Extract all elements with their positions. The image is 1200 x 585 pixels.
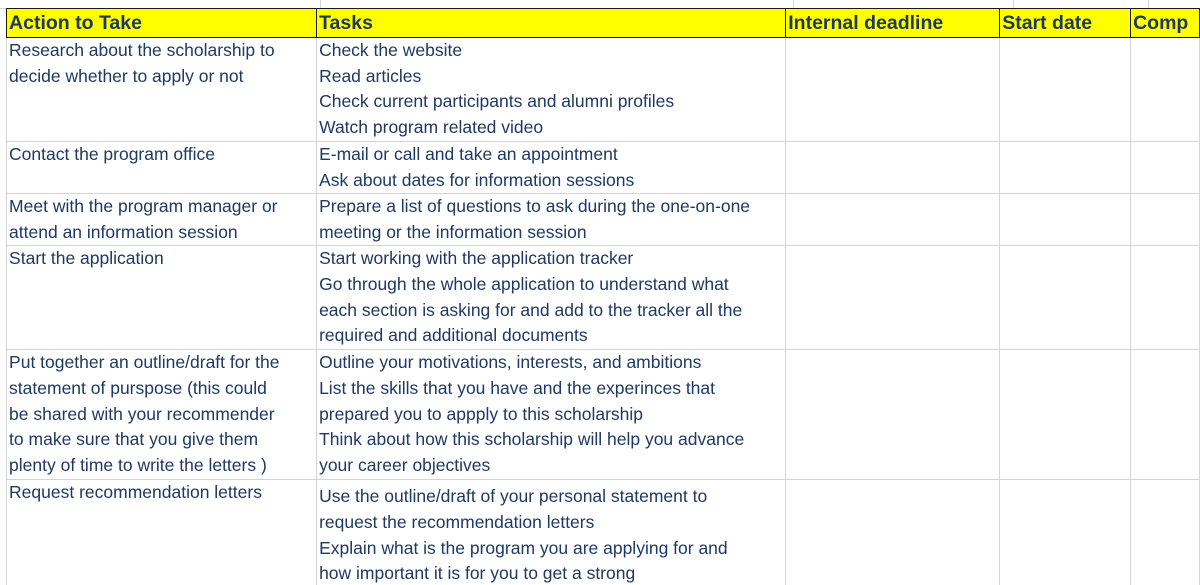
header-row <box>0 9 1200 38</box>
header-start-date[interactable]: Start date <box>1000 9 1131 38</box>
comp-cell[interactable] <box>1131 142 1200 194</box>
table-row <box>0 142 1200 194</box>
cell-line: Research about the scholarship to <box>9 40 275 60</box>
cell-line: Put together an outline/draft for the <box>9 352 280 373</box>
cell-line: Check current participants and alumni profiles <box>319 91 675 112</box>
header-comp[interactable]: Comp <box>1131 9 1200 38</box>
cell-line: Meet with the program manager or <box>9 196 278 217</box>
table-row <box>0 246 1200 350</box>
cell-line: plenty of time to write the letters ) <box>9 454 267 475</box>
action-cell[interactable] <box>7 194 317 246</box>
start-date-cell[interactable] <box>1000 350 1131 480</box>
cell-line: Explain what is the program you are applying for and <box>319 537 728 558</box>
cell-line: request the recommendation letters <box>319 511 595 532</box>
start-date-cell[interactable] <box>1000 246 1131 350</box>
cell-line: how important it is for you to get a strong <box>319 563 636 584</box>
cell-line: Start the application <box>9 248 164 269</box>
start-date-cell[interactable] <box>1000 480 1131 585</box>
cell-line: Think about how this scholarship will help you advance <box>319 429 745 450</box>
cell-line: statement of purspose (this could <box>9 377 267 398</box>
cell-line: Read articles <box>319 65 422 86</box>
table-row <box>0 480 1200 585</box>
internal-deadline-cell[interactable] <box>786 142 1000 194</box>
start-date-cell[interactable] <box>1000 194 1131 246</box>
cell-line: Contact the program office <box>9 144 215 164</box>
cell-line: decide whether to apply or not <box>9 65 244 86</box>
cell-line: Go through the whole application to understand what <box>319 273 729 294</box>
tasks-cell[interactable] <box>317 246 786 350</box>
cell-line: Request recommendation letters <box>9 482 262 503</box>
internal-deadline-cell[interactable] <box>786 480 1000 585</box>
start-date-cell[interactable] <box>1000 142 1131 194</box>
action-cell[interactable] <box>7 246 317 350</box>
cell-line: prepared you to appply to this scholarship <box>319 403 644 424</box>
cell-line: E-mail or call and take an appointment <box>319 144 618 164</box>
internal-deadline-cell[interactable] <box>786 350 1000 480</box>
header-internal-deadline[interactable]: Internal deadline <box>786 9 1000 38</box>
column-divider <box>793 0 794 8</box>
action-cell[interactable] <box>7 38 317 142</box>
header-tasks[interactable]: Tasks <box>317 9 786 38</box>
column-divider <box>1013 0 1014 8</box>
cell-line: each section is asking for and add to the tracker all the <box>319 299 743 320</box>
cell-line: your career objectives <box>319 454 491 475</box>
internal-deadline-cell[interactable] <box>786 38 1000 142</box>
cell-line: Prepare a list of questions to ask during the one-on-one <box>319 196 751 217</box>
comp-cell[interactable] <box>1131 38 1200 142</box>
comp-cell[interactable] <box>1131 350 1200 480</box>
cell-line: Outline your motivations, interests, and ambitions <box>319 352 702 373</box>
start-date-cell[interactable] <box>1000 38 1131 142</box>
internal-deadline-cell[interactable] <box>786 246 1000 350</box>
column-divider <box>1148 0 1149 8</box>
cell-line: required and additional documents <box>319 325 588 346</box>
cell-line: attend an information session <box>9 221 238 242</box>
action-cell[interactable] <box>7 142 317 194</box>
cell-line: Ask about dates for information sessions <box>319 169 635 190</box>
task-table <box>0 8 1200 585</box>
cell-line: meeting or the information session <box>319 221 587 242</box>
cell-line: Use the outline/draft of your personal statement to <box>319 486 708 507</box>
tasks-cell[interactable] <box>317 38 786 142</box>
comp-cell[interactable] <box>1131 480 1200 585</box>
table-row <box>0 194 1200 246</box>
table-row <box>0 38 1200 142</box>
tasks-cell[interactable] <box>317 350 786 480</box>
tasks-cell[interactable] <box>317 480 786 585</box>
tasks-cell[interactable] <box>317 194 786 246</box>
tasks-cell[interactable] <box>317 142 786 194</box>
action-cell[interactable] <box>7 350 317 480</box>
internal-deadline-cell[interactable] <box>786 194 1000 246</box>
action-cell[interactable] <box>7 480 317 585</box>
column-divider <box>320 0 321 8</box>
comp-cell[interactable] <box>1131 246 1200 350</box>
table-row <box>0 350 1200 480</box>
header-action-to-take[interactable]: Action to Take <box>7 9 317 38</box>
cell-line: to make sure that you give them <box>9 429 259 450</box>
comp-cell[interactable] <box>1131 194 1200 246</box>
cell-line: Check the website <box>319 40 463 60</box>
cell-line: Start working with the application tracker <box>319 248 634 269</box>
cell-line: List the skills that you have and the experinces that <box>319 377 716 398</box>
cell-line: be shared with your recommender <box>9 403 275 424</box>
cell-line: Watch program related video <box>319 116 544 137</box>
